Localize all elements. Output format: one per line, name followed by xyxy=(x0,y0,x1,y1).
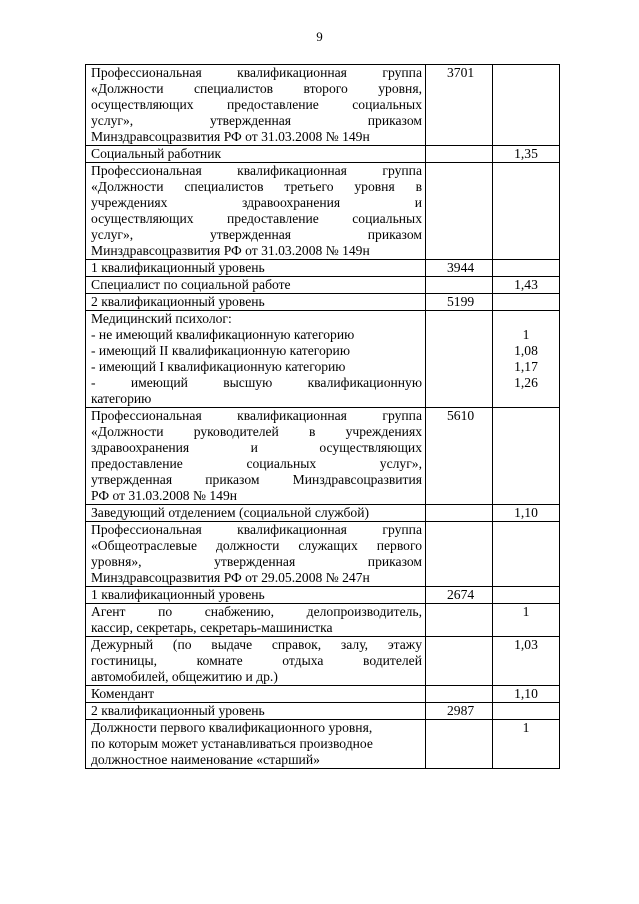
coefficient-value: 1,10 xyxy=(514,505,538,520)
coefficient-cell xyxy=(493,587,560,604)
position-name-cell xyxy=(86,294,426,311)
salary-cell xyxy=(426,720,493,769)
position-name-cell xyxy=(86,587,426,604)
position-name-line: предоставление социальных услуг», xyxy=(91,456,422,471)
position-name-line: - имеющий высшую квалификационную xyxy=(91,375,422,390)
table-row xyxy=(86,720,560,769)
table-row xyxy=(86,277,560,294)
salary-value: 5610 xyxy=(447,408,475,423)
position-name-line: Профессиональная квалификационная группа xyxy=(91,163,422,178)
coefficient-cell xyxy=(493,260,560,277)
table-row xyxy=(86,604,560,637)
position-name-line: гостиницы, комнате отдыха водителей xyxy=(91,653,422,668)
position-name-line: услуг», утвержденная приказом xyxy=(91,113,422,128)
table-row xyxy=(86,294,560,311)
position-name-line: Агент по снабжению, делопроизводитель, xyxy=(91,604,422,619)
coefficient-value: 1,26 xyxy=(514,375,538,390)
position-name-cell xyxy=(86,637,426,686)
coefficient-value: 1,08 xyxy=(514,343,538,358)
table-row xyxy=(86,260,560,277)
position-name-cell xyxy=(86,686,426,703)
position-name-cell xyxy=(86,277,426,294)
position-name-text: 1 квалификационный уровень xyxy=(91,260,265,275)
coefficient-cell xyxy=(493,146,560,163)
position-name-text: Комендант xyxy=(91,686,155,701)
coefficient-cell xyxy=(493,65,560,146)
table-row xyxy=(86,703,560,720)
table-row xyxy=(86,408,560,505)
position-name-cell xyxy=(86,260,426,277)
salary-cell xyxy=(426,311,493,408)
position-name-text: 2 квалификационный уровень xyxy=(91,294,265,309)
table-row xyxy=(86,163,560,260)
salary-value: 3944 xyxy=(447,260,475,275)
coefficient-value: 1 xyxy=(522,720,530,735)
position-name-text: Специалист по социальной работе xyxy=(91,277,291,292)
table-row xyxy=(86,65,560,146)
position-name-text: Социальный работник xyxy=(91,146,222,161)
position-name-cell xyxy=(86,408,426,505)
position-name-text: 1 квалификационный уровень xyxy=(91,587,265,602)
position-name-line: утвержденная приказом Минздравсоцразвития xyxy=(91,472,422,487)
position-name-line: «Должности специалистов третьего уровня в xyxy=(91,179,422,194)
coefficient-cell xyxy=(493,604,560,637)
salary-cell xyxy=(426,277,493,294)
coefficient-value: 1 xyxy=(522,327,530,342)
position-name-line: учреждениях здравоохранения и xyxy=(91,195,422,210)
position-name-text: Должности первого квалификационного уровня, по которым может устанавливаться производное должностное наименование «старший» xyxy=(91,720,373,767)
position-name-text: кассир, секретарь, секретарь-машинистка xyxy=(91,620,333,635)
table-row xyxy=(86,686,560,703)
coefficient-value: 1,17 xyxy=(514,359,538,374)
salary-value: 2674 xyxy=(447,587,475,602)
coefficient-cell xyxy=(493,294,560,311)
salary-value: 3701 xyxy=(447,65,475,80)
position-name-text: Минздравсоцразвития РФ от 31.03.2008 № 149н xyxy=(91,129,370,144)
table-row xyxy=(86,311,560,408)
coefficient-value: 1,43 xyxy=(514,277,538,292)
position-name-text: Минздравсоцразвития РФ от 29.05.2008 № 247н xyxy=(91,570,370,585)
salary-coefficient-table xyxy=(85,64,560,769)
position-name-line: Профессиональная квалификационная группа xyxy=(91,408,422,423)
position-name-line: осуществляющих предоставление социальных xyxy=(91,211,422,226)
position-name-cell xyxy=(86,703,426,720)
position-name-text: РФ от 31.03.2008 № 149н xyxy=(91,488,238,503)
salary-cell xyxy=(426,505,493,522)
coefficient-cell xyxy=(493,686,560,703)
position-name-line: здравоохранения и осуществляющих xyxy=(91,440,422,455)
coefficient-cell xyxy=(493,163,560,260)
salary-cell xyxy=(426,522,493,587)
position-name-line: категорию xyxy=(91,391,152,406)
position-name-text: автомобилей, общежитию и др.) xyxy=(91,669,278,684)
coefficient-value: 1,35 xyxy=(514,146,538,161)
salary-cell xyxy=(426,408,493,505)
salary-cell xyxy=(426,163,493,260)
coefficient-cell xyxy=(493,703,560,720)
position-name-text: Заведующий отделением (социальной службой) xyxy=(91,505,370,520)
salary-value: 5199 xyxy=(447,294,475,309)
coefficient-cell xyxy=(493,505,560,522)
coefficient-value: 1 xyxy=(522,604,530,619)
position-name-cell xyxy=(86,522,426,587)
position-name-cell xyxy=(86,146,426,163)
salary-cell xyxy=(426,703,493,720)
coefficient-cell xyxy=(493,311,560,408)
coefficient-cell xyxy=(493,720,560,769)
position-name-cell xyxy=(86,720,426,769)
salary-cell xyxy=(426,146,493,163)
coefficient-value: 1,03 xyxy=(514,637,538,652)
coefficient-cell xyxy=(493,637,560,686)
position-name-line: Профессиональная квалификационная группа xyxy=(91,65,422,80)
coefficient-value xyxy=(493,311,559,327)
table-row xyxy=(86,522,560,587)
position-name-cell xyxy=(86,163,426,260)
position-name-line: Дежурный (по выдаче справок, залу, этажу xyxy=(91,637,422,652)
position-name-line: «Общеотраслевые должности служащих первого xyxy=(91,538,422,553)
position-name-cell xyxy=(86,311,426,408)
position-name-line: Профессиональная квалификационная группа xyxy=(91,522,422,537)
salary-cell xyxy=(426,260,493,277)
table-row xyxy=(86,587,560,604)
position-name-line: услуг», утвержденная приказом xyxy=(91,227,422,242)
salary-cell xyxy=(426,604,493,637)
position-name-line: «Должности руководителей в учреждениях xyxy=(91,424,422,439)
salary-cell xyxy=(426,587,493,604)
coefficient-cell xyxy=(493,277,560,294)
table-row xyxy=(86,505,560,522)
page-number: 9 xyxy=(316,29,323,44)
salary-cell xyxy=(426,294,493,311)
position-name-line: уровня», утвержденная приказом xyxy=(91,554,422,569)
coefficient-cell xyxy=(493,408,560,505)
coefficient-value: 1,10 xyxy=(514,686,538,701)
position-name-text: Минздравсоцразвития РФ от 31.03.2008 № 149н xyxy=(91,243,370,258)
position-name-cell xyxy=(86,505,426,522)
position-name-cell xyxy=(86,604,426,637)
position-name-line: осуществляющих предоставление социальных xyxy=(91,97,422,112)
position-name-cell xyxy=(86,65,426,146)
table-row xyxy=(86,637,560,686)
position-name-text: 2 квалификационный уровень xyxy=(91,703,265,718)
salary-value: 2987 xyxy=(447,703,475,718)
salary-cell xyxy=(426,637,493,686)
salary-cell xyxy=(426,65,493,146)
table-row xyxy=(86,146,560,163)
position-name-text: Медицинский психолог: - не имеющий квалификационную категорию - имеющий II квалификационную категорию - имеющий I квалификационную категорию xyxy=(91,311,355,374)
coefficient-cell xyxy=(493,522,560,587)
salary-cell xyxy=(426,686,493,703)
position-name-line: «Должности специалистов второго уровня, xyxy=(91,81,422,96)
